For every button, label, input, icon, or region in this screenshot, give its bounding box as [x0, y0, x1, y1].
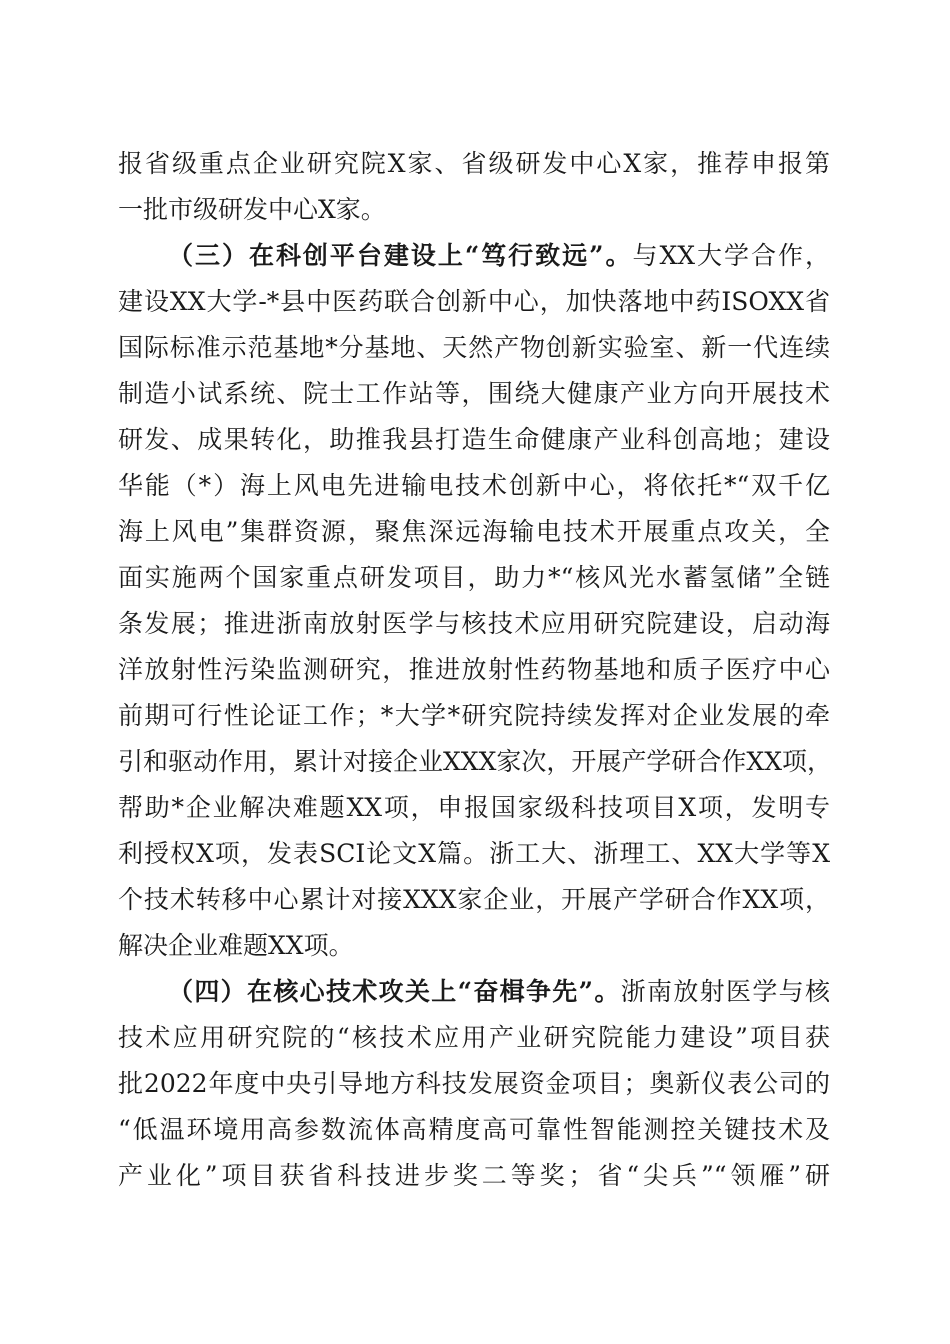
text-line: 洋放射性污染监测研究，推进放射性药物基地和质子医疗中心	[118, 655, 830, 684]
text-run: 浙南放射医学与核	[620, 977, 830, 1006]
text-line: 一批市级研发中心X家。	[118, 195, 386, 224]
text-line: 海上风电”集群资源，聚焦深远海输电技术开展重点攻关，全	[118, 517, 830, 546]
text-line: 利授权X项，发表SCI论文X篇。浙工大、浙理工、XX大学等X	[118, 839, 830, 868]
text-line: 条发展；推进浙南放射医学与核技术应用研究院建设，启动海	[118, 609, 830, 638]
text-line: 解决企业难题XX项。	[118, 931, 354, 960]
text-line: 前期可行性论证工作；*大学*研究院持续发挥对企业发展的牵	[118, 701, 830, 730]
paragraph-first-line	[168, 236, 830, 276]
text-line: 批2022年度中央引导地方科技发展资金项目；奥新仪表公司的	[118, 1069, 830, 1098]
text-run: 与XX大学合作，	[632, 241, 830, 270]
text-line: 帮助*企业解决难题XX项，申报国家级科技项目X项，发明专	[118, 793, 830, 822]
text-line: 华能（*）海上风电先进输电技术创新中心，将依托*“双千亿	[118, 471, 830, 500]
text-line: 制造小试系统、院士工作站等，围绕大健康产业方向开展技术	[118, 379, 830, 408]
text-line: 个技术转移中心累计对接XXX家企业，开展产学研合作XX项，	[118, 885, 830, 914]
section-heading: （四）在核心技术攻关上“奋楫争先”。	[168, 977, 621, 1006]
text-line: 报省级重点企业研究院X家、省级研发中心X家，推荐申报第	[118, 149, 830, 178]
text-line: 研发、成果转化，助推我县打造生命健康产业科创高地；建设	[118, 425, 830, 454]
text-line: 国际标准示范基地*分基地、天然产物创新实验室、新一代连续	[118, 333, 830, 362]
text-line: 面实施两个国家重点研发项目，助力*“核风光水蓄氢储”全链	[118, 563, 830, 592]
text-line: 建设XX大学-*县中医药联合创新中心，加快落地中药ISOXX省	[118, 287, 830, 316]
text-line: 引和驱动作用，累计对接企业XXX家次，开展产学研合作XX项，	[118, 747, 832, 776]
text-line: 产业化”项目获省科技进步奖二等奖；省“尖兵”“领雁”研	[118, 1161, 830, 1190]
text-line: 技术应用研究院的“核技术应用产业研究院能力建设”项目获	[118, 1023, 830, 1052]
paragraph-first-line	[168, 972, 830, 1012]
section-heading: （三）在科创平台建设上“笃行致远”。	[168, 241, 633, 270]
text-line: “低温环境用高参数流体高精度高可靠性智能测控关键技术及	[118, 1115, 830, 1144]
